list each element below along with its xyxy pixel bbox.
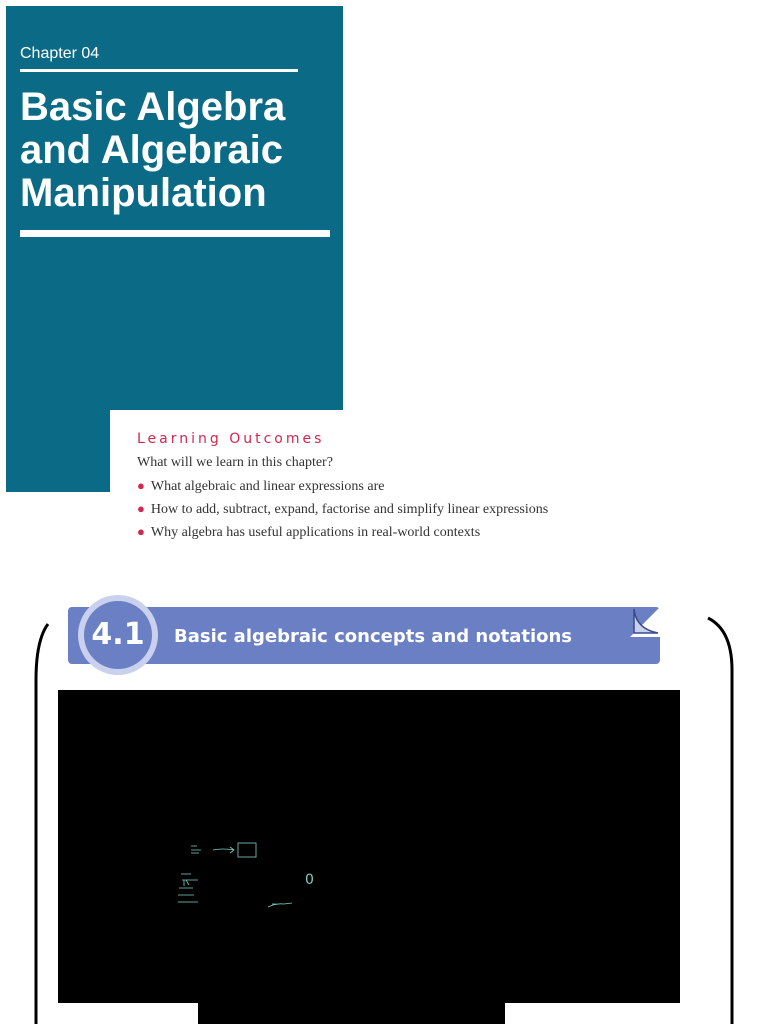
chapter-label: Chapter 04 <box>20 45 100 62</box>
video-player[interactable] <box>58 690 680 1003</box>
chapter-title-line: and Algebraic <box>20 128 284 172</box>
bullet-icon: ● <box>137 478 145 493</box>
learning-outcomes-heading: Learning Outcomes <box>137 431 325 447</box>
section-title: Basic algebraic concepts and notations <box>174 626 573 647</box>
chalkboard-sketch <box>58 690 680 1003</box>
list-item <box>137 477 548 500</box>
chapter-title-line: Manipulation <box>20 171 267 215</box>
video-player-bottom <box>198 1003 505 1024</box>
bullet-icon: ● <box>137 501 145 516</box>
outcome-text: How to add, subtract, expand, factorise and simplify linear expressions <box>150 502 549 517</box>
section-number: 4.1 <box>91 617 145 652</box>
list-item <box>137 500 548 523</box>
chapter-label-rule <box>20 69 298 72</box>
bullet-icon: ● <box>137 524 145 539</box>
chapter-title <box>20 86 340 215</box>
learning-outcomes-list <box>137 477 548 546</box>
learning-outcomes-question: What will we learn in this chapter? <box>137 455 333 470</box>
outcome-text: Why algebra has useful applications in real-world contexts <box>150 525 481 540</box>
chapter-title-rule <box>20 230 330 237</box>
outcome-text: What algebraic and linear expressions are <box>150 479 385 494</box>
chapter-title-line: Basic Algebra <box>20 85 286 129</box>
list-item <box>137 523 548 546</box>
page-curl-icon <box>630 607 660 637</box>
chalk-zero: 0 <box>305 872 314 888</box>
